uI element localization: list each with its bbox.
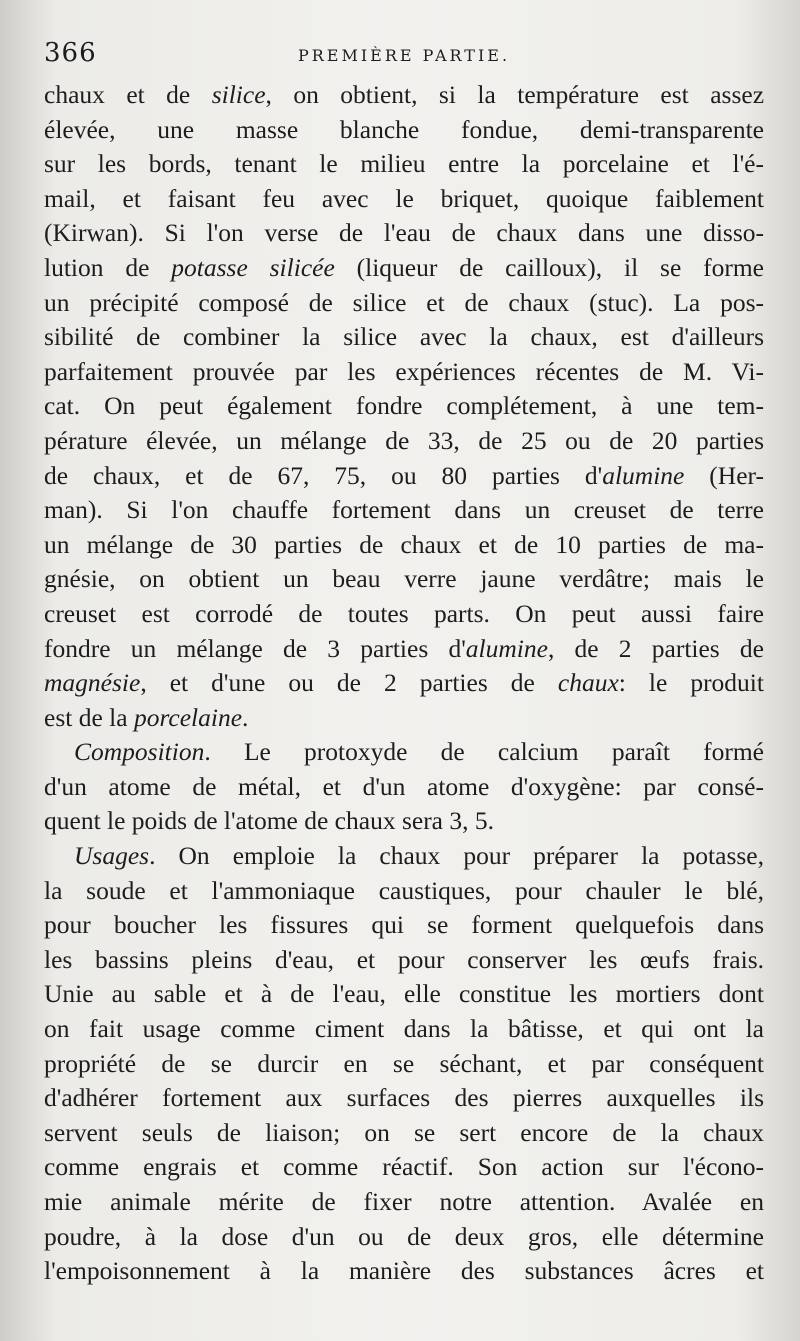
text-line (44, 493, 764, 528)
text-run: un mélange de 30 parties de chaux et de 10 parties de ma- (44, 529, 764, 559)
text-run: . On emploie la chaux pour préparer la potasse, (149, 841, 764, 871)
text-line (44, 943, 764, 978)
text-line (44, 804, 764, 839)
text-line (44, 839, 764, 874)
text-line (44, 1220, 764, 1255)
text-line (44, 182, 764, 217)
text-line (44, 666, 764, 701)
text-line (44, 1116, 764, 1151)
text-line (44, 251, 764, 286)
text-run: est de la (44, 702, 134, 732)
text-run: (liqueur de cailloux), il se forme (334, 252, 764, 282)
page-header (44, 38, 764, 72)
text-line (44, 1254, 764, 1289)
text-line (44, 113, 764, 148)
text-run: chaux et de (44, 80, 212, 109)
text-line (44, 320, 764, 355)
text-line (44, 1150, 764, 1185)
text-line (44, 735, 764, 770)
text-line (44, 908, 764, 943)
italic-text: potasse silicée (171, 252, 335, 282)
text-run: pour boucher les fissures qui se forment quelquefois dans (44, 910, 764, 940)
italic-text: Usages (74, 841, 150, 871)
text-run: poudre, à la dose d'un ou de deux gros, elle détermine (44, 1221, 764, 1251)
text-line (44, 701, 764, 736)
text-run: mie animale mérite de fixer notre attention. Avalée en (44, 1187, 764, 1216)
page-number: 366 (44, 38, 97, 68)
text-run: fondre un mélange de 3 parties d' (44, 633, 466, 663)
text-run: gnésie, on obtient un beau verre jaune verdâtre; mais le (44, 564, 764, 594)
text-run: élevée, une masse blanche fondue, demi-transparente (44, 114, 764, 144)
text-line (44, 874, 764, 909)
text-line (44, 597, 764, 632)
text-run: cat. On peut également fondre complétement, à une tem- (44, 391, 764, 421)
text-run: de chaux, et de 67, 75, ou 80 parties d' (44, 460, 603, 490)
italic-text: alumine (465, 633, 548, 663)
text-line (44, 977, 764, 1012)
text-run: quent le poids de l'atome de chaux sera 3, 5. (44, 806, 494, 836)
running-title: PREMIÈRE PARTIE. (297, 46, 511, 65)
text-line (44, 1185, 764, 1220)
text-line (44, 562, 764, 597)
text-run: . (242, 702, 249, 732)
text-line (44, 528, 764, 563)
text-run: , et d'une ou de 2 parties de (140, 668, 558, 698)
text-run: propriété de se durcir en se séchant, et par conséquent (44, 1048, 764, 1078)
text-line (44, 632, 764, 667)
text-run: pérature élevée, un mélange de 33, de 25 ou de 20 parties (44, 425, 764, 455)
text-run: (Her- (684, 460, 764, 490)
text-run: (Kirwan). Si l'on verse de l'eau de chaux dans une disso- (44, 218, 764, 248)
text-run: sibilité de combiner la silice avec la chaux, est d'ailleurs (44, 322, 764, 352)
text-line (44, 147, 764, 182)
text-run: parfaitement prouvée par les expériences récentes de M. Vi- (44, 356, 764, 386)
text-run: : le produit (618, 668, 764, 698)
text-run: , on obtient, si la température est assez (265, 80, 764, 109)
text-run: sur les bords, tenant le milieu entre la porcelaine et l'é- (44, 149, 764, 179)
text-run: mail, et faisant feu avec le briquet, quoique faiblement (44, 183, 764, 213)
text-run: Unie au sable et à de l'eau, elle constitue les mortiers dont (44, 979, 764, 1009)
italic-text: magnésie (44, 668, 141, 698)
text-run: man). Si l'on chauffe fortement dans un creuset de terre (44, 495, 764, 525)
text-line (44, 1012, 764, 1047)
text-run: d'un atome de métal, et d'un atome d'oxygène: par consé- (44, 771, 764, 801)
italic-text: alumine (602, 460, 685, 490)
text-run: d'adhérer fortement aux surfaces des pierres auxquelles ils (44, 1083, 764, 1113)
text-line (44, 1081, 764, 1116)
text-run: un précipité composé de silice et de chaux (stuc). La pos- (44, 287, 764, 317)
text-run: servent seuls de liaison; on se sert encore de la chaux (44, 1117, 764, 1147)
text-line (44, 78, 764, 113)
text-run: comme engrais et comme réactif. Son action sur l'écono- (44, 1152, 764, 1182)
text-run: . Le protoxyde de calcium paraît formé (204, 737, 764, 767)
text-line (44, 355, 764, 390)
text-run: lution de (44, 252, 172, 282)
text-run: l'empoisonnement à la manière des substances âcres et (44, 1256, 764, 1286)
italic-text: silice (211, 80, 266, 109)
text-line (44, 1047, 764, 1082)
italic-text: Composition (74, 737, 205, 767)
text-line (44, 216, 764, 251)
text-line (44, 770, 764, 805)
text-run: la soude et l'ammoniaque caustiques, pour chauler le blé, (44, 875, 764, 905)
text-line (44, 286, 764, 321)
italic-text: porcelaine (133, 702, 243, 732)
text-run: les bassins pleins d'eau, et pour conserver les œufs frais. (44, 944, 764, 974)
text-run: on fait usage comme ciment dans la bâtisse, et qui ont la (44, 1014, 764, 1044)
text-line (44, 459, 764, 494)
text-line (44, 424, 764, 459)
italic-text: chaux (557, 668, 619, 698)
text-line (44, 389, 764, 424)
body-text (44, 78, 764, 1289)
text-run: , de 2 parties de (547, 633, 764, 663)
text-run: creuset est corrodé de toutes parts. On peut aussi faire (44, 598, 764, 628)
